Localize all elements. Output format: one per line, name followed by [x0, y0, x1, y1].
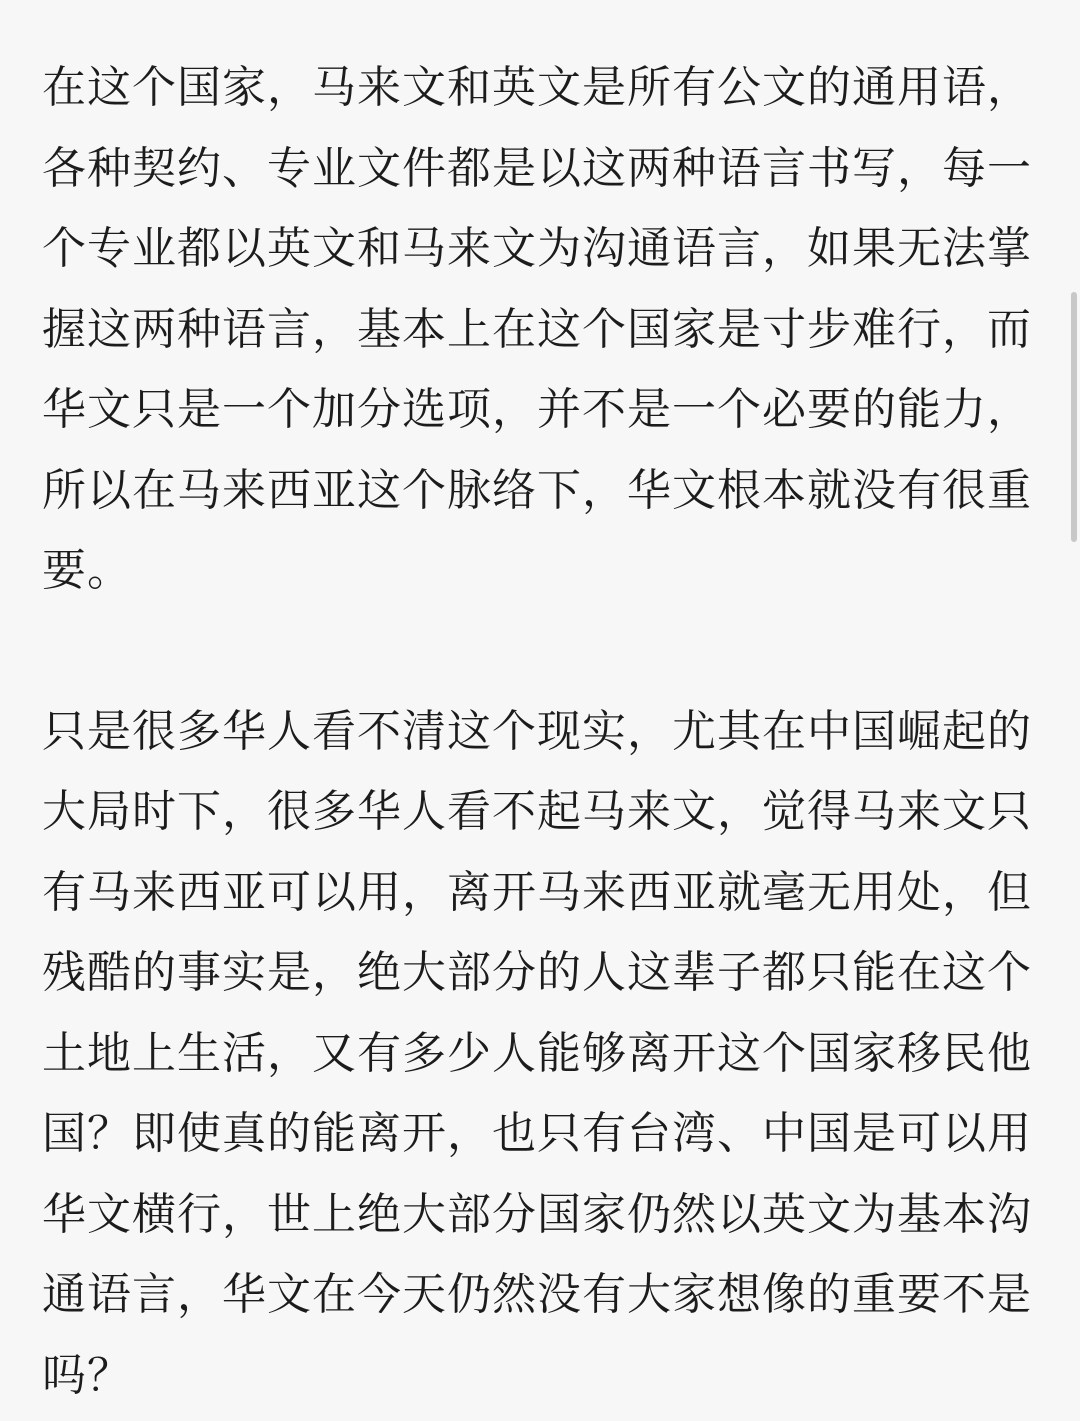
text-line: 通语言，华文在今天仍然没有大家想像的重要不是 — [42, 1269, 1032, 1320]
vertical-scrollbar[interactable] — [1066, 0, 1080, 1421]
text-line: 所以在马来西亚这个脉络下，华文根本就没有很重 — [42, 464, 1032, 516]
paragraph-1 — [42, 48, 1042, 612]
text-line: 华文横行，世上绝大部分国家仍然以英文为基本沟 — [42, 1188, 1032, 1240]
text-line: 握这两种语言，基本上在这个国家是寸步难行，而 — [42, 303, 1032, 355]
paragraph-2 — [42, 692, 1042, 1417]
text-line: 土地上生活，又有多少人能够离开这个国家移民他 — [42, 1027, 1032, 1079]
text-line: 只是很多华人看不清这个现实，尤其在中国崛起的 — [42, 705, 1032, 757]
paragraph-spacer — [42, 612, 1042, 692]
scrollbar-thumb[interactable] — [1071, 292, 1077, 542]
text-line: 吗？ — [42, 1349, 132, 1401]
text-line: 有马来西亚可以用，离开马来西亚就毫无用处，但 — [42, 866, 1032, 918]
text-line: 要。 — [42, 545, 132, 596]
text-line: 各种契约、专业文件都是以这两种语言书写，每一 — [42, 142, 1032, 194]
text-line: 个专业都以英文和马来文为沟通语言，如果无法掌 — [42, 223, 1032, 274]
text-line: 华文只是一个加分选项，并不是一个必要的能力， — [42, 384, 1032, 435]
text-line: 国？即使真的能离开，也只有台湾、中国是可以用 — [42, 1108, 1032, 1159]
text-line: 大局时下，很多华人看不起马来文，觉得马来文只 — [42, 786, 1032, 837]
text-line: 在这个国家，马来文和英文是所有公文的通用语， — [42, 62, 1032, 113]
text-line: 残酷的事实是，绝大部分的人这辈子都只能在这个 — [42, 947, 1032, 998]
article-body — [42, 48, 1042, 1416]
